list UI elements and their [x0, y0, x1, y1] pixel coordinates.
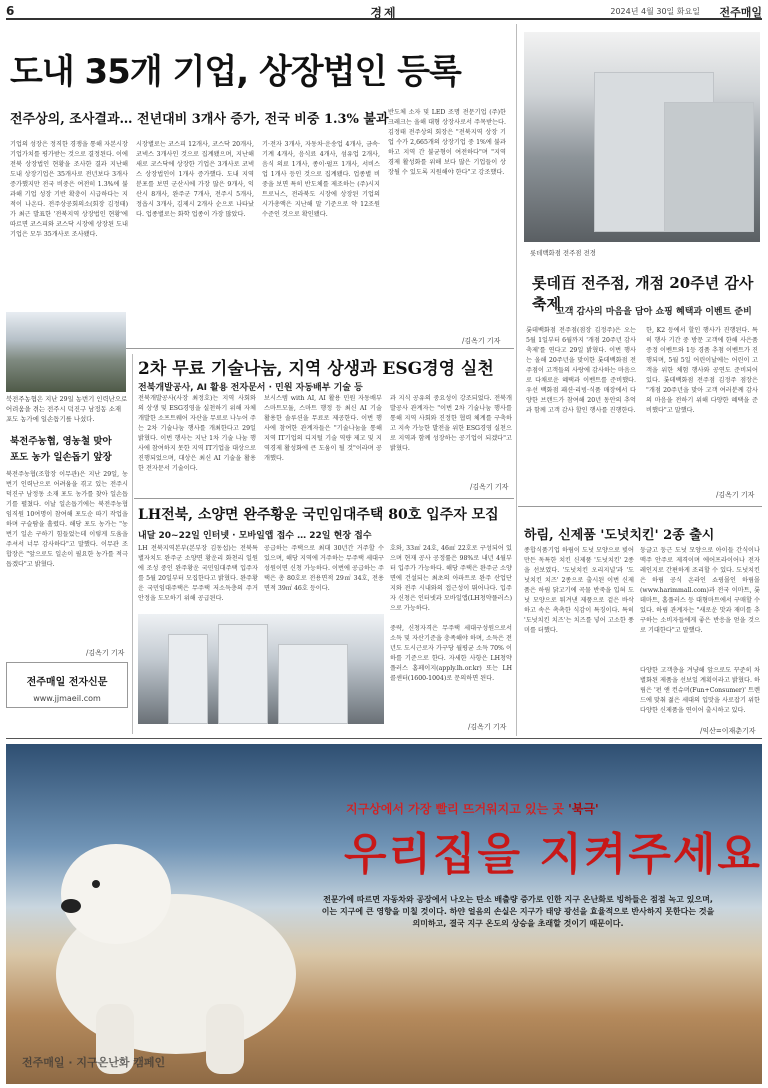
lotte-col2: 한, K2 등에서 할인 행사가 진행된다. 특히 행사 기간 중 방문 고객에 한해 사은품 증정 이벤트와 1등 경품 추첨 이벤트가 진행되며, 5월 5일 어린이날에는 어린이 고객을 위한 체험 행사와 공연도 준비되어 있다. 롯데백화점 전주점 김정주 점장은 "개점 20주년을 맞아 고객 여러분께 감사의 마음을 전하기 위해 다양한 혜택을 준비했다"고 말했다. [646, 327, 758, 414]
apartment-photo [138, 614, 384, 724]
ad-lead-highlight: '북극' [568, 802, 599, 816]
farm-body: 북전주농협(조합장 이무관)은 지난 29일, 농번기 인력난으로 어려움을 겪고 있는 전주시 덕진구 남정동 소재 포도 농가를 찾아 일손돕기를 펼쳤다. 이날 일손돕기에는 북전주농협 임직원 10여명이 참여해 포도순 따기 작업을 하며 구슬땀을 흘렸다. 해당 포도 농가는 "농번기 일손 구하기 힘들었는데 이렇게 도움을 주셔서 너무 감사하다"고 말했다. 이무관 조합장은 "앞으로도 일손이 필요한 농가를 적극 돕겠다"고 밝혔다. [6, 471, 128, 568]
polar-bear-illustration [26, 784, 326, 1084]
promo-title: 전주매일 전자신문 [26, 677, 108, 688]
ad-headline: 우리집을 지켜주세요 [344, 829, 762, 880]
section-title: 경제 [370, 6, 398, 20]
building-shape [168, 634, 208, 724]
story1-col1: 기업의 성장은 정직한 경쟁을 통해 자본시장 기업가치를 평가받는 것으로 결정된다. 이에 전북 상장법인 현황을 조사한 결과 지난해 도내 상장기업은 35개사로 전년보다 3개사 증가했지만 전국 비중은 여전히 1.3%에 불과해 기업 성장 기반 확충이 시급하다는 지적이 나온다. 전주상공회의소(회장 김정태)가 최근 발표한 '전북지역 상장법인 현황'에 따르면 코스피와 코스닥 시장에 상장된 도내 기업은 모두 35개사로 조사됐다. [10, 141, 128, 238]
story3-headline: LH전북, 소양면 완주황운 국민임대주택 80호 입주자 모집 [138, 507, 499, 523]
story3-col2: 공급하는 주택으로 최대 30년간 거주할 수 있으며, 해당 지역에 거주하는 무주택 세대구성원이면 신청 가능하다. 이번에 공급하는 주택은 총 80호로 전용면적 29㎡ 34호, 전용면적 39㎡ 46호 등이다. [264, 545, 384, 592]
story3-col1: LH 전북지역본부(본부장 김동섭)는 전북특별자치도 완주군 소양면 황운리 화천리 일원에 조성 중인 완주황운 국민임대주택 입주자를 5월 20일부터 모집한다고 밝혔다. 완주황운 국민임대주택은 무주택 저소득층의 주거 안정을 도모하기 위해 공급된다. [138, 545, 258, 602]
lotte-caption: 롯데백화점 전주점 전경 [530, 249, 596, 257]
farm-headline-1: 북전주농협, 영농철 맞아 [10, 436, 112, 447]
lotte-headline: 롯데百 전주점, 개점 20주년 감사 축제 [532, 274, 754, 313]
story3-subhead: 내달 20~22일 인터넷 · 모바일앱 접수 … 22일 현장 접수 [138, 531, 372, 541]
story1-col2: 시장별로는 코스피 12개사, 코스닥 20개사, 코넥스 3개사인 것으로 집계됐으며, 지난해 새로 코스닥에 상장한 기업은 3개사로 코넥스 상장법인이 1개사 증가했다. 도내 지역 분포를 보면 군산시에 가장 많은 9개사, 익산시 8개사, 완주군 7개사, 전주시 5개사, 정읍시 3개사, 김제시 2개사 순으로 나타났다. 업종별로는 화학 업종이 가장 많았다. [136, 141, 254, 218]
story2-col3: 과 지식 공유의 중요성이 강조되었다. 전북개발공사 관계자는 "이번 2차 기술나눔 행사를 통해 지역 사회와 진정한 협력 체계를 구축하고 지속 가능한 발전을 위한 ESG경영 실천으로 지역과 함께 성장하는 공기업이 되겠다"고 밝혔다. [390, 395, 512, 452]
harim-headline: 하림, 신제품 '도넛치킨' 2종 출시 [524, 528, 715, 543]
story1-col3: 기·전자 3개사, 자동차·운송업 4개사, 금속·기계 4개사, 음식료 4개사, 섬유업 2개사, 음식 의료 1개사, 종이·펄프 1개사, 서비스업 1개사 등인 것으로 집계됐다. 업종별 비중을 보면 특히 반도체를 제조하는 (주)시지트로닉스, 전라북도 시장에 상장된 기업의 시가총액은 지난해 말 기준으로 약 12조원 수준인 것으로 확인됐다. [262, 141, 380, 218]
story3-col3: 호와, 33㎡ 24호, 46㎡ 22호로 구성되어 있으며 현재 공사 공정률은 98%로 내년 4월부터 입주가 가능하다. 해당 주택은 완주군 소양면에 건설되는 최초의 아파트로 완주 산업단지와 전주 시내와의 접근성이 뛰어나다. 입주자 신청은 인터넷과 모바일앱(LH청약플러스)으로 가능하다. [390, 545, 512, 612]
harim-byline: /익산=이재춘기자 [700, 727, 756, 735]
section-divider [518, 506, 762, 507]
farm-photo [6, 312, 126, 392]
column-divider [132, 354, 133, 734]
harim-col2: 둥글고 둥근 도넛 모양으로 아이들 간식이나 맥주 안주로 제격이며 에어프라이어나 전자레인지로 간편하게 조리할 수 있다. 도넛치킨은 하림 공식 온라인 쇼핑몰인 하림몰(www.harimmall.com)과 전국 이마트, 롯데마트, 홈플러스 등 대형마트에서 구매할 수 있다. 하림 관계자는 "새로운 맛과 재미를 추구하는 소비자들에게 좋은 반응을 얻을 것으로 기대한다"고 말했다. [640, 547, 760, 634]
story1-col4: 반도체 소자 및 LED 조명 전문기업 (주)한크레크는 올해 대형 상장사로서 주목받는다. 김정태 전주상의 회장은 "전북지역 상장 기업 수가 2,665개의 상장기업 중 1%에 불과하고 지역 간 불균형이 여전하다"며 "지역 경제 활성화를 위해 보다 많은 기업들이 상장될 수 있도록 지원해야 한다"고 강조했다. [388, 109, 506, 176]
building-shape [218, 624, 268, 724]
story1-byline: /김옥기 기자 [462, 337, 501, 345]
story1-subhead: 전주상의, 조사결과… 전년대비 3개사 증가, 전국 비중 1.3% 불과 [10, 112, 389, 127]
lotte-photo [524, 32, 760, 242]
promo-url[interactable]: www.jjmaeil.com [33, 694, 101, 703]
farm-caption: 북전주농협은 지난 29일 농번기 인력난으로 어려움을 겪는 전주시 덕진구 남정동 소재 포도 농가에 일손돕기를 나섰다. [6, 395, 128, 423]
story3-col4: 중략, 신청자격은 무주택 세대구성원으로서 소득 및 자산기준을 충족해야 하며, 소득은 전년도 도시근로자 가구당 월평균 소득 70% 이하를 기준으로 한다. 자세한 사항은 LH청약플러스 홈페이지(apply.lh.or.kr) 또는 LH 콜센터(1600-1004)로 문의하면 된다. [390, 625, 512, 682]
issue-date: 2024년 4월 30일 화요일 [610, 7, 700, 16]
story2-headline: 2차 무료 기술나눔, 지역 상생과 ESG경영 실천 [138, 359, 494, 379]
harim-col3: 다양한 고객층을 겨냥해 앞으로도 꾸준히 차별화된 제품을 선보일 계획이라고 밝혔다. 하림은 '펀 앤 컨슈머(Fun+Consumer)' 트렌드에 맞춰 젊은 세대의 입맛을 사로잡기 위한 다양한 신제품을 연이어 출시하고 있다. [640, 667, 760, 714]
ad-divider [6, 738, 762, 739]
ad-lead-text [346, 800, 599, 817]
farm-headline-2: 포도 농가 일손돕기 앞장 [10, 452, 112, 463]
building-shape [278, 644, 348, 724]
ad-body: 전문가에 따르면 자동차와 공장에서 나오는 탄소 배출량 증가로 인한 지구 온난화로 빙하들은 점점 녹고 있으며, 이는 지구에 큰 영향을 미칠 것이다. 하얀 얼음의 손실은 지구가 태양 광선을 효율적으로 반사하지 못한다는 것을 의미하고, 결국 지구 온도의 상승을 초래할 것이기 때문이다. [321, 895, 715, 928]
ad-logo: 전주매일 · 지구온난화 캠페인 [22, 1056, 166, 1069]
e-paper-promo[interactable] [6, 662, 128, 708]
story2-subhead: 전북개발공사, AI 활용 전자문서 · 민원 자동배부 기술 등 [138, 383, 363, 393]
story2-col1: 전북개발공사(사장 최정호)는 지역 사회와의 상생 및 ESG경영을 실천하기 위해 자체 개발한 소프트웨어 자산을 무료로 나누어 주는 2차 기술나눔 행사를 개최한다고 29일 밝혔다. 이번 행사는 지난 1차 기술 나눔 행사에 참여하지 못한 지역 IT기업을 대상으로 진행되었으며, 대상은 최신 AI 기술을 활용한 전자문서 기술이다. [138, 395, 256, 472]
lotte-col1: 롯데백화점 전주점(점장 김정주)은 오는 5월 1일부터 6월까지 '개점 20주년 감사 축제'를 연다고 29일 밝혔다. 이번 행사는 올해 20주년을 맞이한 롯데백화점 전주점이 고객들의 사랑에 감사하는 마음으로 다채로운 혜택과 이벤트를 준비했다. 우선 백화점 패션·리빙·식품 매장에서 다양한 브랜드가 참여해 20년 동안의 추억과 함께 고객 감사 할인 행사를 진행한다. [526, 327, 636, 414]
farm-byline: /김옥기 기자 [86, 649, 125, 657]
story3-byline: /김옥기 기자 [468, 723, 507, 731]
climate-ad [6, 744, 762, 1084]
page-header [6, 4, 762, 20]
harim-col1: 종합식품기업 하림이 도넛 모양으로 빚어 만든 독특한 치킨 신제품 '도넛치킨' 2종을 선보였다. '도넛치킨 오리지널'과 '도넛치킨 치즈' 2종으로 출시된 이번 신제품은 하림 닭고기에 곡물 반죽을 입혀 도넛 모양으로 튀겨낸 제품으로 겉은 바삭하고 속은 촉촉한 식감이 특징이다. 특히 '도넛치킨 치즈'는 치즈를 넣어 고소한 풍미를 더했다. [524, 547, 634, 634]
column-divider [516, 24, 517, 736]
page-number: 6 [6, 4, 15, 18]
building-shape [664, 102, 754, 232]
lotte-subhead: 고객 감사의 마음을 담아 쇼핑 혜택과 이벤트 준비 [556, 307, 752, 317]
ad-lead-pre: 지구상에서 가장 빨리 뜨거워지고 있는 곳 [346, 802, 569, 816]
paper-name: 전주매일 [719, 6, 762, 19]
story2-col2: 보시스템 with AI, AI 활용 민원 자동배부 스마트모듈, 스마트 행정 등 최신 AI 기술 활용한 솔루션을 무료로 제공한다. 이번 행사에 참여한 관계자들은 "기술나눔을 통해 지역 IT기업의 디지털 기술 역량 제고 및 지역경제 활성화에 큰 도움이 될 것"이라며 공개했다. [264, 395, 382, 462]
lotte-byline: /김옥기 기자 [716, 491, 755, 499]
section-divider [134, 498, 514, 499]
story1-headline: 도내 35개 기업, 상장법인 등록 [10, 52, 461, 92]
story2-byline: /김옥기 기자 [470, 483, 509, 491]
